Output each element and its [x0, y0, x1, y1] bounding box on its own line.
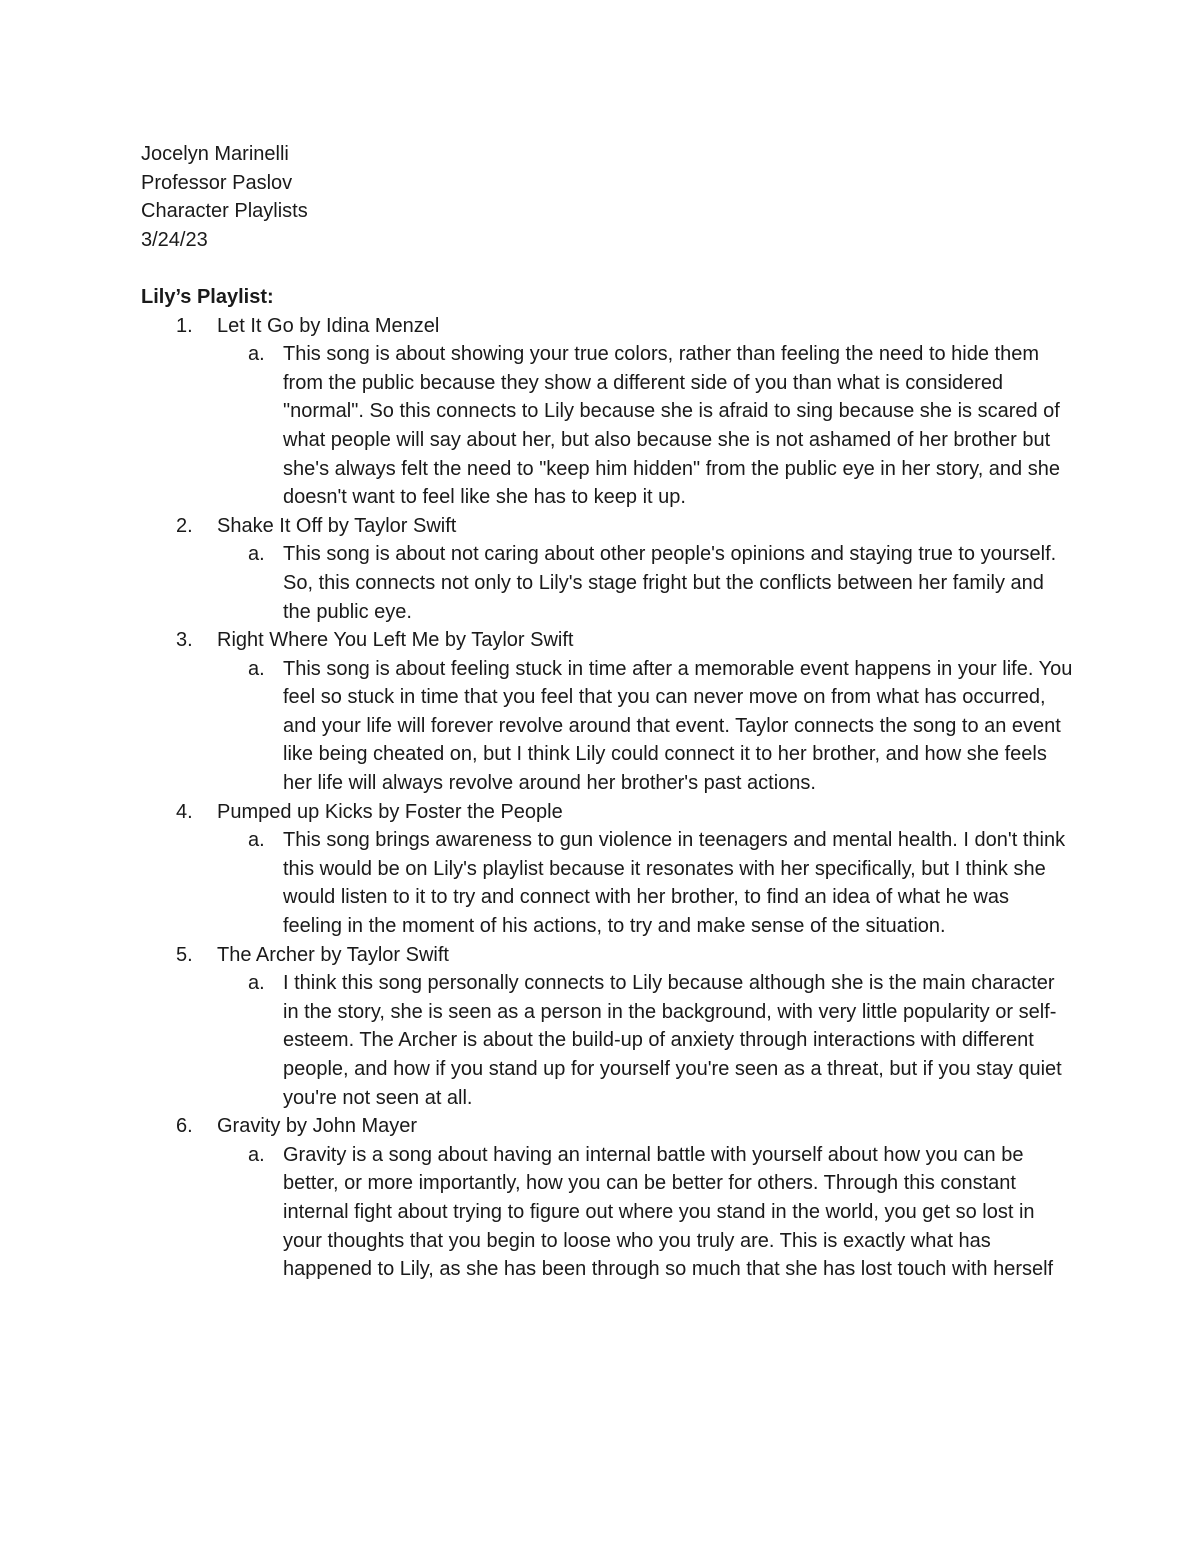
song-item: [141, 626, 1071, 798]
song-item: [141, 312, 1071, 512]
song-number: 3.: [176, 629, 193, 652]
song-item: [141, 941, 1071, 1113]
song-note: [217, 969, 1071, 1112]
note-letter: a.: [248, 972, 265, 995]
song-number: 5.: [176, 943, 193, 966]
song-title: Gravity by John Mayer: [217, 1115, 418, 1138]
song-item: [141, 1112, 1071, 1284]
playlist-heading: Lily’s Playlist:: [141, 285, 274, 308]
note-text: This song is about feeling stuck in time after a memorable event happens in your life. You feel so stuck in time that you feel that you can never move on from what has occurred, and your life will forever revolve around that event. Taylor connects the song to an event like being cheated on, but I think Lily could connect it to her brother, and how she feels her life will always revolve around her brother's past actions.: [283, 657, 1073, 795]
note-text: This song brings awareness to gun violence in teenagers and mental health. I don't think this would be on Lily's playlist because it resonates with her specifically, but I think she would listen to it to try and connect with her brother, to find an idea of what he was feeling in the moment of his actions, to try and make sense of the situation.: [283, 829, 1066, 938]
note-letter: a.: [248, 343, 265, 366]
song-note: [217, 1141, 1071, 1284]
song-title: Pumped up Kicks by Foster the People: [217, 800, 563, 823]
song-title: Let It Go by Idina Menzel: [217, 314, 440, 337]
song-item: [141, 512, 1071, 626]
note-text: This song is about not caring about other people's opinions and staying true to yourself. So, this connects not only to Lily's stage fright but the conflicts between her family and the public eye.: [283, 543, 1057, 623]
document-date: 3/24/23: [141, 228, 208, 251]
song-title: Shake It Off by Taylor Swift: [217, 514, 457, 537]
song-note: [217, 655, 1071, 798]
professor-name: Professor Paslov: [141, 171, 293, 194]
song-number: 6.: [176, 1115, 193, 1138]
assignment-title: Character Playlists: [141, 200, 308, 223]
note-letter: a.: [248, 829, 265, 852]
song-note: [217, 540, 1071, 626]
song-note: [217, 340, 1071, 512]
document-page: [141, 140, 1071, 1284]
note-text: I think this song personally connects to Lily because although she is the main character in the story, she is seen as a person in the background, with very little popularity or self-esteem. The Archer is about the build-up of anxiety through interactions with different people, and how if you stand up for yourself you're seen as a threat, but if you stay quiet you're not seen at all.: [283, 972, 1062, 1109]
song-number: 4.: [176, 800, 193, 823]
song-title: Right Where You Left Me by Taylor Swift: [217, 629, 574, 652]
note-text: This song is about showing your true colors, rather than feeling the need to hide them from the public because they show a different side of you than what is considered "normal". So this connects to Lily because she is afraid to sing because she is scared of what people will say about her, but also because she is not ashamed of her brother but she's always felt the need to "keep him hidden" from the public eye in her story, and she doesn't want to feel like she has to keep it up.: [283, 343, 1060, 509]
note-letter: a.: [248, 543, 265, 566]
song-title: The Archer by Taylor Swift: [217, 943, 449, 966]
note-text: Gravity is a song about having an internal battle with yourself about how you can be better, or more importantly, how you can be better for others. Through this constant internal fight about trying to figure out where you stand in the world, you get so lost in your thoughts that you begin to loose who you truly are. This is exactly what has happened to Lily, as she has been through so much that she has lost touch with herself: [283, 1143, 1054, 1281]
song-number: 1.: [176, 314, 193, 337]
song-note: [217, 826, 1071, 940]
song-number: 2.: [176, 514, 193, 537]
song-item: [141, 798, 1071, 941]
note-letter: a.: [248, 1143, 265, 1166]
note-letter: a.: [248, 657, 265, 680]
song-list: [141, 312, 1071, 1284]
blank-line: [141, 254, 1071, 283]
author-name: Jocelyn Marinelli: [141, 143, 289, 165]
